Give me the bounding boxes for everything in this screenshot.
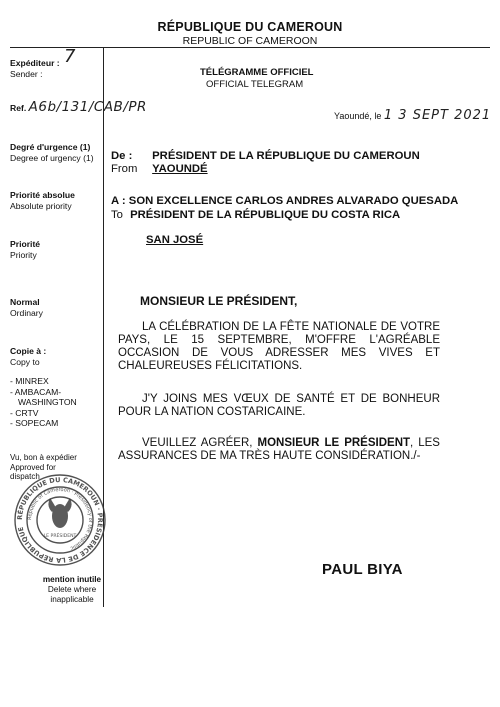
approved-en-2: dispatch [10, 472, 40, 481]
from-place: YAOUNDÉ [152, 163, 208, 175]
svg-text:LE PRÉSIDENT: LE PRÉSIDENT [43, 534, 77, 539]
priority-en: Priority [10, 249, 37, 260]
body-paragraph-3 [118, 437, 440, 463]
telegram-type-fr: TÉLÉGRAMME OFFICIEL [200, 67, 314, 78]
copy-item: - AMBACAM- [10, 386, 62, 397]
copy-item: WASHINGTON [18, 397, 77, 407]
copy-list [10, 376, 102, 429]
approved-fr: Vu, bon à expédier [10, 453, 77, 462]
telegram-type-en: OFFICIAL TELEGRAM [206, 79, 304, 90]
date-value: 1 3 SEPT 2021 [383, 108, 492, 123]
ref-label: Ref. [10, 103, 27, 113]
to-title: PRÉSIDENT DE LA RÉPUBLIQUE DU COSTA RICA [130, 209, 401, 221]
normal-block [10, 297, 102, 318]
reference-block [10, 99, 190, 115]
telegram-heading [200, 67, 313, 91]
ref-value: A6b/131/CAB/PR [28, 99, 147, 115]
closing-text-a: VEUILLEZ AGRÉER, [142, 437, 258, 449]
absolute-priority-fr: Priorité absolue [10, 190, 75, 200]
presidential-seal-stamp [12, 472, 108, 568]
copy-item: - SOPECAM [10, 418, 59, 428]
copy-item: - MINREX [10, 376, 49, 386]
salutation: MONSIEUR LE PRÉSIDENT, [140, 294, 298, 308]
to-label-en: To [111, 209, 123, 221]
svg-text:RÉPUBLIQUE DU CAMEROUN · PRÉSI: RÉPUBLIQUE DU CAMEROUN · PRÉSIDENCE DE LA RÉPUBLIQUE [15, 475, 105, 565]
header-divider [10, 47, 490, 48]
from-place-line [111, 163, 208, 176]
sender-label-en: Sender : [10, 68, 43, 79]
closing-address: MONSIEUR LE PRÉSIDENT [257, 437, 411, 449]
from-label-fr: De : [111, 150, 133, 162]
dateline [334, 108, 491, 123]
to-title-line [111, 209, 400, 222]
body-paragraph-1: LA CÉLÉBRATION DE LA FÊTE NATIONALE DE VOTRE PAYS, LE 15 SEPTEMBRE, M'OFFRE L'AGRÉABLE OCCASION DE VOUS ADRESSER MES VIVES ET CHALEUREUSES FÉLICITATIONS. [118, 321, 440, 372]
absolute-priority-en: Absolute priority [10, 200, 72, 211]
from-line [111, 150, 420, 163]
to-name: SON EXCELLENCE CARLOS ANDRES ALVARADO QUESADA [128, 195, 459, 207]
to-label-fr: A : [111, 195, 126, 207]
from-title: PRÉSIDENT DE LA RÉPUBLIQUE DU CAMEROUN [152, 150, 420, 162]
date-prefix: Yaoundé, le [334, 111, 382, 121]
republic-title-fr: RÉPUBLIQUE DU CAMEROUN [157, 20, 343, 34]
delete-note [42, 575, 102, 604]
republic-title-en: REPUBLIC OF CAMEROON [182, 35, 318, 47]
copy-label-fr: Copie à : [10, 346, 47, 356]
copy-to-block [10, 346, 102, 429]
urgency-label-fr: Degré d'urgence (1) [10, 142, 91, 152]
delete-note-en-2: inapplicable [50, 594, 94, 604]
delete-note-en: Delete where [47, 584, 97, 594]
sender-block [10, 46, 102, 79]
closing-text-b: , LES ASSURANCES DE MA TRÈS HAUTE CONSIDÉRATION./- [118, 437, 440, 462]
priority-fr: Priorité [10, 239, 41, 249]
to-place: SAN JOSÉ [146, 234, 204, 246]
to-place-line [146, 234, 203, 247]
svg-text:Republic of Cameroon · Preside: Republic of Cameroon · Presidency of the Republic [26, 486, 94, 551]
letterhead [0, 20, 500, 47]
copy-item: - CRTV [10, 407, 39, 418]
normal-fr: Normal [10, 297, 40, 307]
sender-label-fr: Expéditeur : [10, 58, 60, 68]
to-line [111, 195, 458, 208]
urgency-block [10, 142, 102, 163]
priority-block [10, 239, 102, 260]
normal-en: Ordinary [10, 307, 43, 318]
signature-name: PAUL BIYA [322, 561, 403, 578]
absolute-priority-block [10, 190, 102, 211]
body-paragraph-2: J'Y JOINS MES VŒUX DE SANTÉ ET DE BONHEUR POUR LA NATION COSTARICAINE. [118, 393, 440, 418]
sender-value: 7 [64, 46, 76, 67]
approved-en: Approved for [10, 462, 56, 472]
delete-note-fr: mention inutile [42, 575, 102, 584]
urgency-label-en: Degree of urgency (1) [10, 152, 94, 163]
from-label-en: From [111, 163, 138, 175]
copy-label-en: Copy to [10, 356, 40, 367]
